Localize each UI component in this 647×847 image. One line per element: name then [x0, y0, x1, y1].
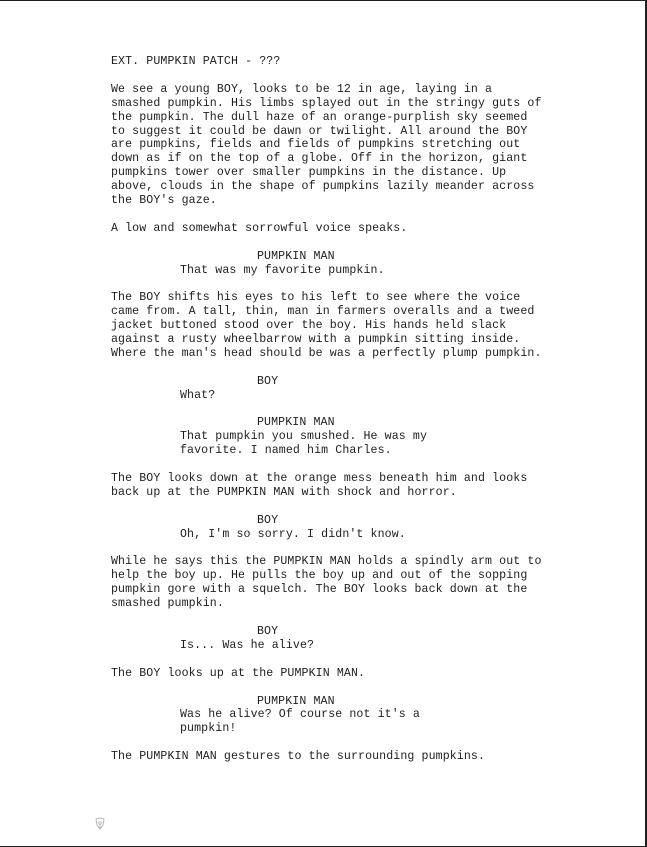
dialogue-line: That was my favorite pumpkin.	[180, 263, 385, 277]
action-line: pumpkin gore with a squelch. The BOY looks back down at the	[111, 583, 528, 597]
dialogue-block	[111, 695, 591, 737]
dialogue-line: What?	[180, 388, 216, 402]
dialogue-block	[111, 375, 591, 403]
action-line: are pumpkins, fields and fields of pumpkins stretching out	[111, 138, 521, 152]
action-block	[111, 83, 591, 208]
screenplay-body	[111, 55, 591, 778]
action-line: pumpkins tower over smaller pumpkins in the distance. Up	[111, 166, 507, 180]
action-line: While he says this the PUMPKIN MAN holds a spindly arm out to	[111, 555, 542, 569]
character-name: PUMPKIN MAN	[257, 249, 335, 263]
scene-heading: EXT. PUMPKIN PATCH - ???	[111, 55, 281, 68]
dialogue-block	[111, 514, 591, 542]
action-block	[111, 291, 591, 361]
action-block	[111, 472, 591, 500]
action-block	[111, 750, 591, 764]
dialogue-line: Is... Was he alive?	[180, 638, 315, 652]
action-line: came from. A tall, thin, man in farmers overalls and a tweed	[111, 305, 535, 319]
dialogue-line: That pumpkin you smushed. He was my	[180, 430, 428, 444]
action-line: the pumpkin. The dull haze of an orange-purplish sky seemed	[111, 110, 528, 124]
action-line: The BOY looks down at the orange mess beneath him and looks	[111, 472, 528, 486]
action-line: above, clouds in the shape of pumpkins lazily meander across	[111, 180, 535, 194]
action-block	[111, 667, 591, 681]
action-block	[111, 555, 591, 611]
action-line: smashed pumpkin. His limbs splayed out in the stringy guts of	[111, 96, 542, 110]
action-line: help the boy up. He pulls the boy up and out of the sopping	[111, 569, 528, 583]
action-line: The BOY looks up at the PUMPKIN MAN.	[111, 666, 366, 680]
action-line: down as if on the top of a globe. Off in the horizon, giant	[111, 152, 528, 166]
action-line: jacket buttoned stood over the boy. His hands held slack	[111, 319, 507, 333]
dialogue-block	[111, 416, 591, 458]
action-block	[111, 222, 591, 236]
dialogue-line: Was he alive? Of course not it's a	[180, 708, 420, 722]
dialogue-line: pumpkin!	[180, 722, 237, 736]
dialogue-block	[111, 250, 591, 278]
character-name: PUMPKIN MAN	[257, 694, 335, 708]
dialogue-line: favorite. I named him Charles.	[180, 444, 392, 458]
character-name: BOY	[257, 625, 279, 638]
character-name: BOY	[257, 513, 279, 527]
action-line: smashed pumpkin.	[111, 597, 224, 611]
action-line: The BOY shifts his eyes to his left to see where the voice	[111, 291, 521, 305]
character-name: PUMPKIN MAN	[257, 416, 335, 430]
character-name: BOY	[257, 374, 279, 388]
dialogue-block	[111, 625, 591, 653]
action-line: Where the man's head should be was a perfectly plump pumpkin.	[111, 346, 542, 360]
action-line: back up at the PUMPKIN MAN with shock and horror.	[111, 485, 457, 499]
action-line: to suggest it could be dawn or twilight. All around the BOY	[111, 124, 528, 138]
dialogue-line: Oh, I'm so sorry. I didn't know.	[180, 527, 406, 541]
action-line: The PUMPKIN MAN gestures to the surrounding pumpkins.	[111, 750, 486, 764]
action-line: against a rusty wheelbarrow with a pumpkin sitting inside.	[111, 333, 521, 347]
action-line: We see a young BOY, looks to be 12 in age, laying in a	[111, 82, 493, 96]
action-line: the BOY's gaze.	[111, 194, 217, 208]
pen-nib-icon	[94, 817, 106, 831]
action-line: A low and somewhat sorrowful voice speaks.	[111, 221, 408, 235]
